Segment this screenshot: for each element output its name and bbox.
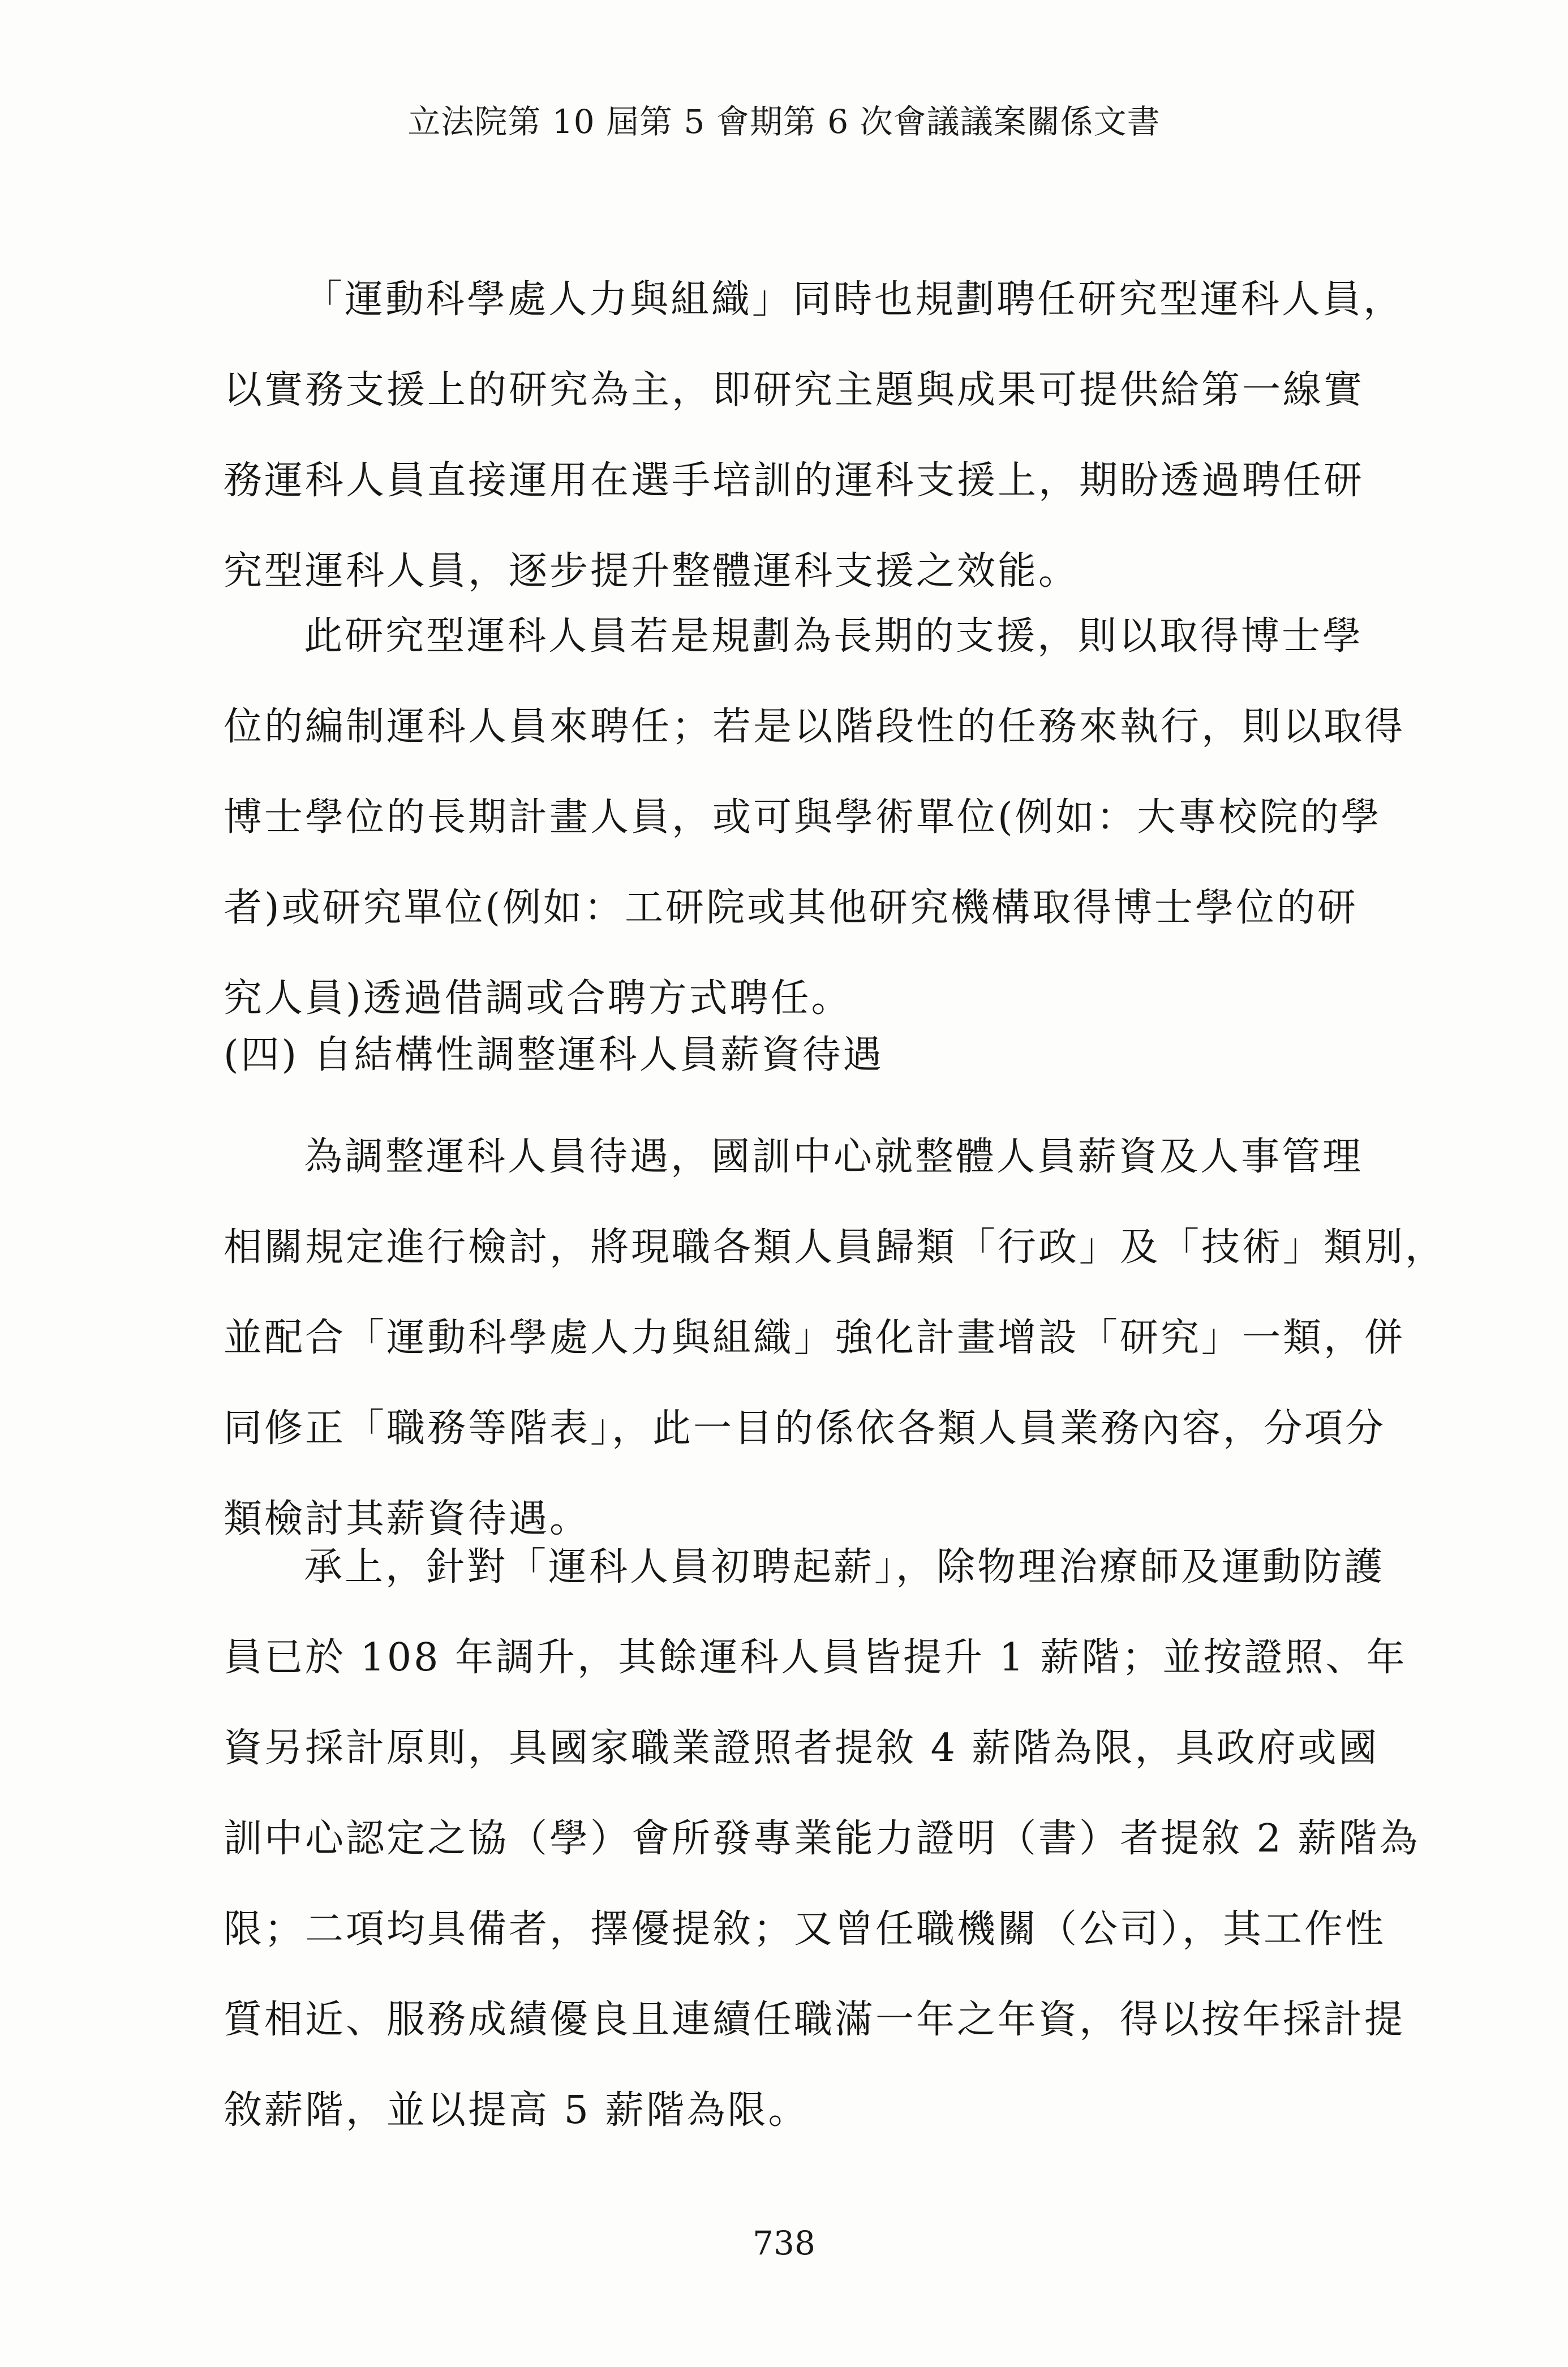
paragraph-line: 並配合「運動科學處人力與組織」強化計畫增設「研究」一類，併: [224, 1316, 1406, 1360]
paragraph-line: 資另採計原則，具國家職業證照者提敘 4 薪階為限，具政府或國: [224, 1726, 1380, 1771]
paragraph-line: 限；二項均具備者，擇優提敘；又曾任職機關（公司），其工作性: [224, 1907, 1386, 1952]
paragraph-line: 相關規定進行檢討，將現職各類人員歸類「行政」及「技術」類別，: [224, 1225, 1446, 1270]
paragraph-1: [224, 255, 1404, 617]
paragraph-line: 「運動科學處人力與組織」同時也規劃聘任研究型運科人員，: [304, 277, 1404, 322]
paragraph-line: 務運科人員直接運用在選手培訓的運科支援上，期盼透過聘任研: [224, 458, 1365, 503]
paragraph-3: [224, 1112, 1446, 1565]
paragraph-line: 究型運科人員，逐步提升整體運科支援之效能。: [224, 549, 1080, 594]
paragraph-line: 質相近、服務成績優良且連續任職滿一年之年資，得以按年採計提: [224, 1997, 1406, 2042]
paragraph-line: 敘薪階，並以提高 5 薪階為限。: [224, 2088, 809, 2133]
paragraph-line: 為調整運科人員待遇，國訓中心就整體人員薪資及人事管理: [304, 1135, 1364, 1179]
paragraph-line: 以實務支援上的研究為主，即研究主題與成果可提供給第一線實: [224, 368, 1365, 413]
paragraph-line: 承上，針對「運科人員初聘起薪」，除物理治療師及運動防護: [304, 1545, 1385, 1590]
paragraph-line: 者)或研究單位(例如：工研院或其他研究機構取得博士學位的研: [224, 886, 1359, 930]
paragraph-line: 位的編制運科人員來聘任；若是以階段性的任務來執行，則以取得: [224, 704, 1406, 749]
paragraph-line: 類檢討其薪資待遇。: [224, 1497, 591, 1541]
paragraph-line: 員已於 108 年調升，其餘運科人員皆提升 1 薪階；並按證照、年: [224, 1635, 1407, 1680]
section-heading: (四) 自結構性調整運科人員薪資待遇: [224, 1033, 884, 1077]
paragraph-line: 訓中心認定之協（學）會所發專業能力證明（書）者提敘 2 薪階為: [224, 1816, 1420, 1861]
paragraph-line: 此研究型運科人員若是規劃為長期的支援，則以取得博士學: [304, 614, 1364, 659]
paragraph-4: [224, 1522, 1420, 2156]
paragraph-line: 同修正「職務等階表」，此一目的係依各類人員業務內容，分項分: [224, 1406, 1386, 1451]
page-number: 738: [753, 2224, 815, 2262]
paragraph-2: [224, 591, 1406, 1044]
document-header: 立法院第 10 屆第 5 會期第 6 次會議議案關係文書: [407, 102, 1161, 141]
paragraph-line: 博士學位的長期計畫人員，或可與學術單位(例如：大專校院的學: [224, 795, 1382, 840]
paragraph-line: 究人員)透過借調或合聘方式聘任。: [224, 976, 852, 1021]
